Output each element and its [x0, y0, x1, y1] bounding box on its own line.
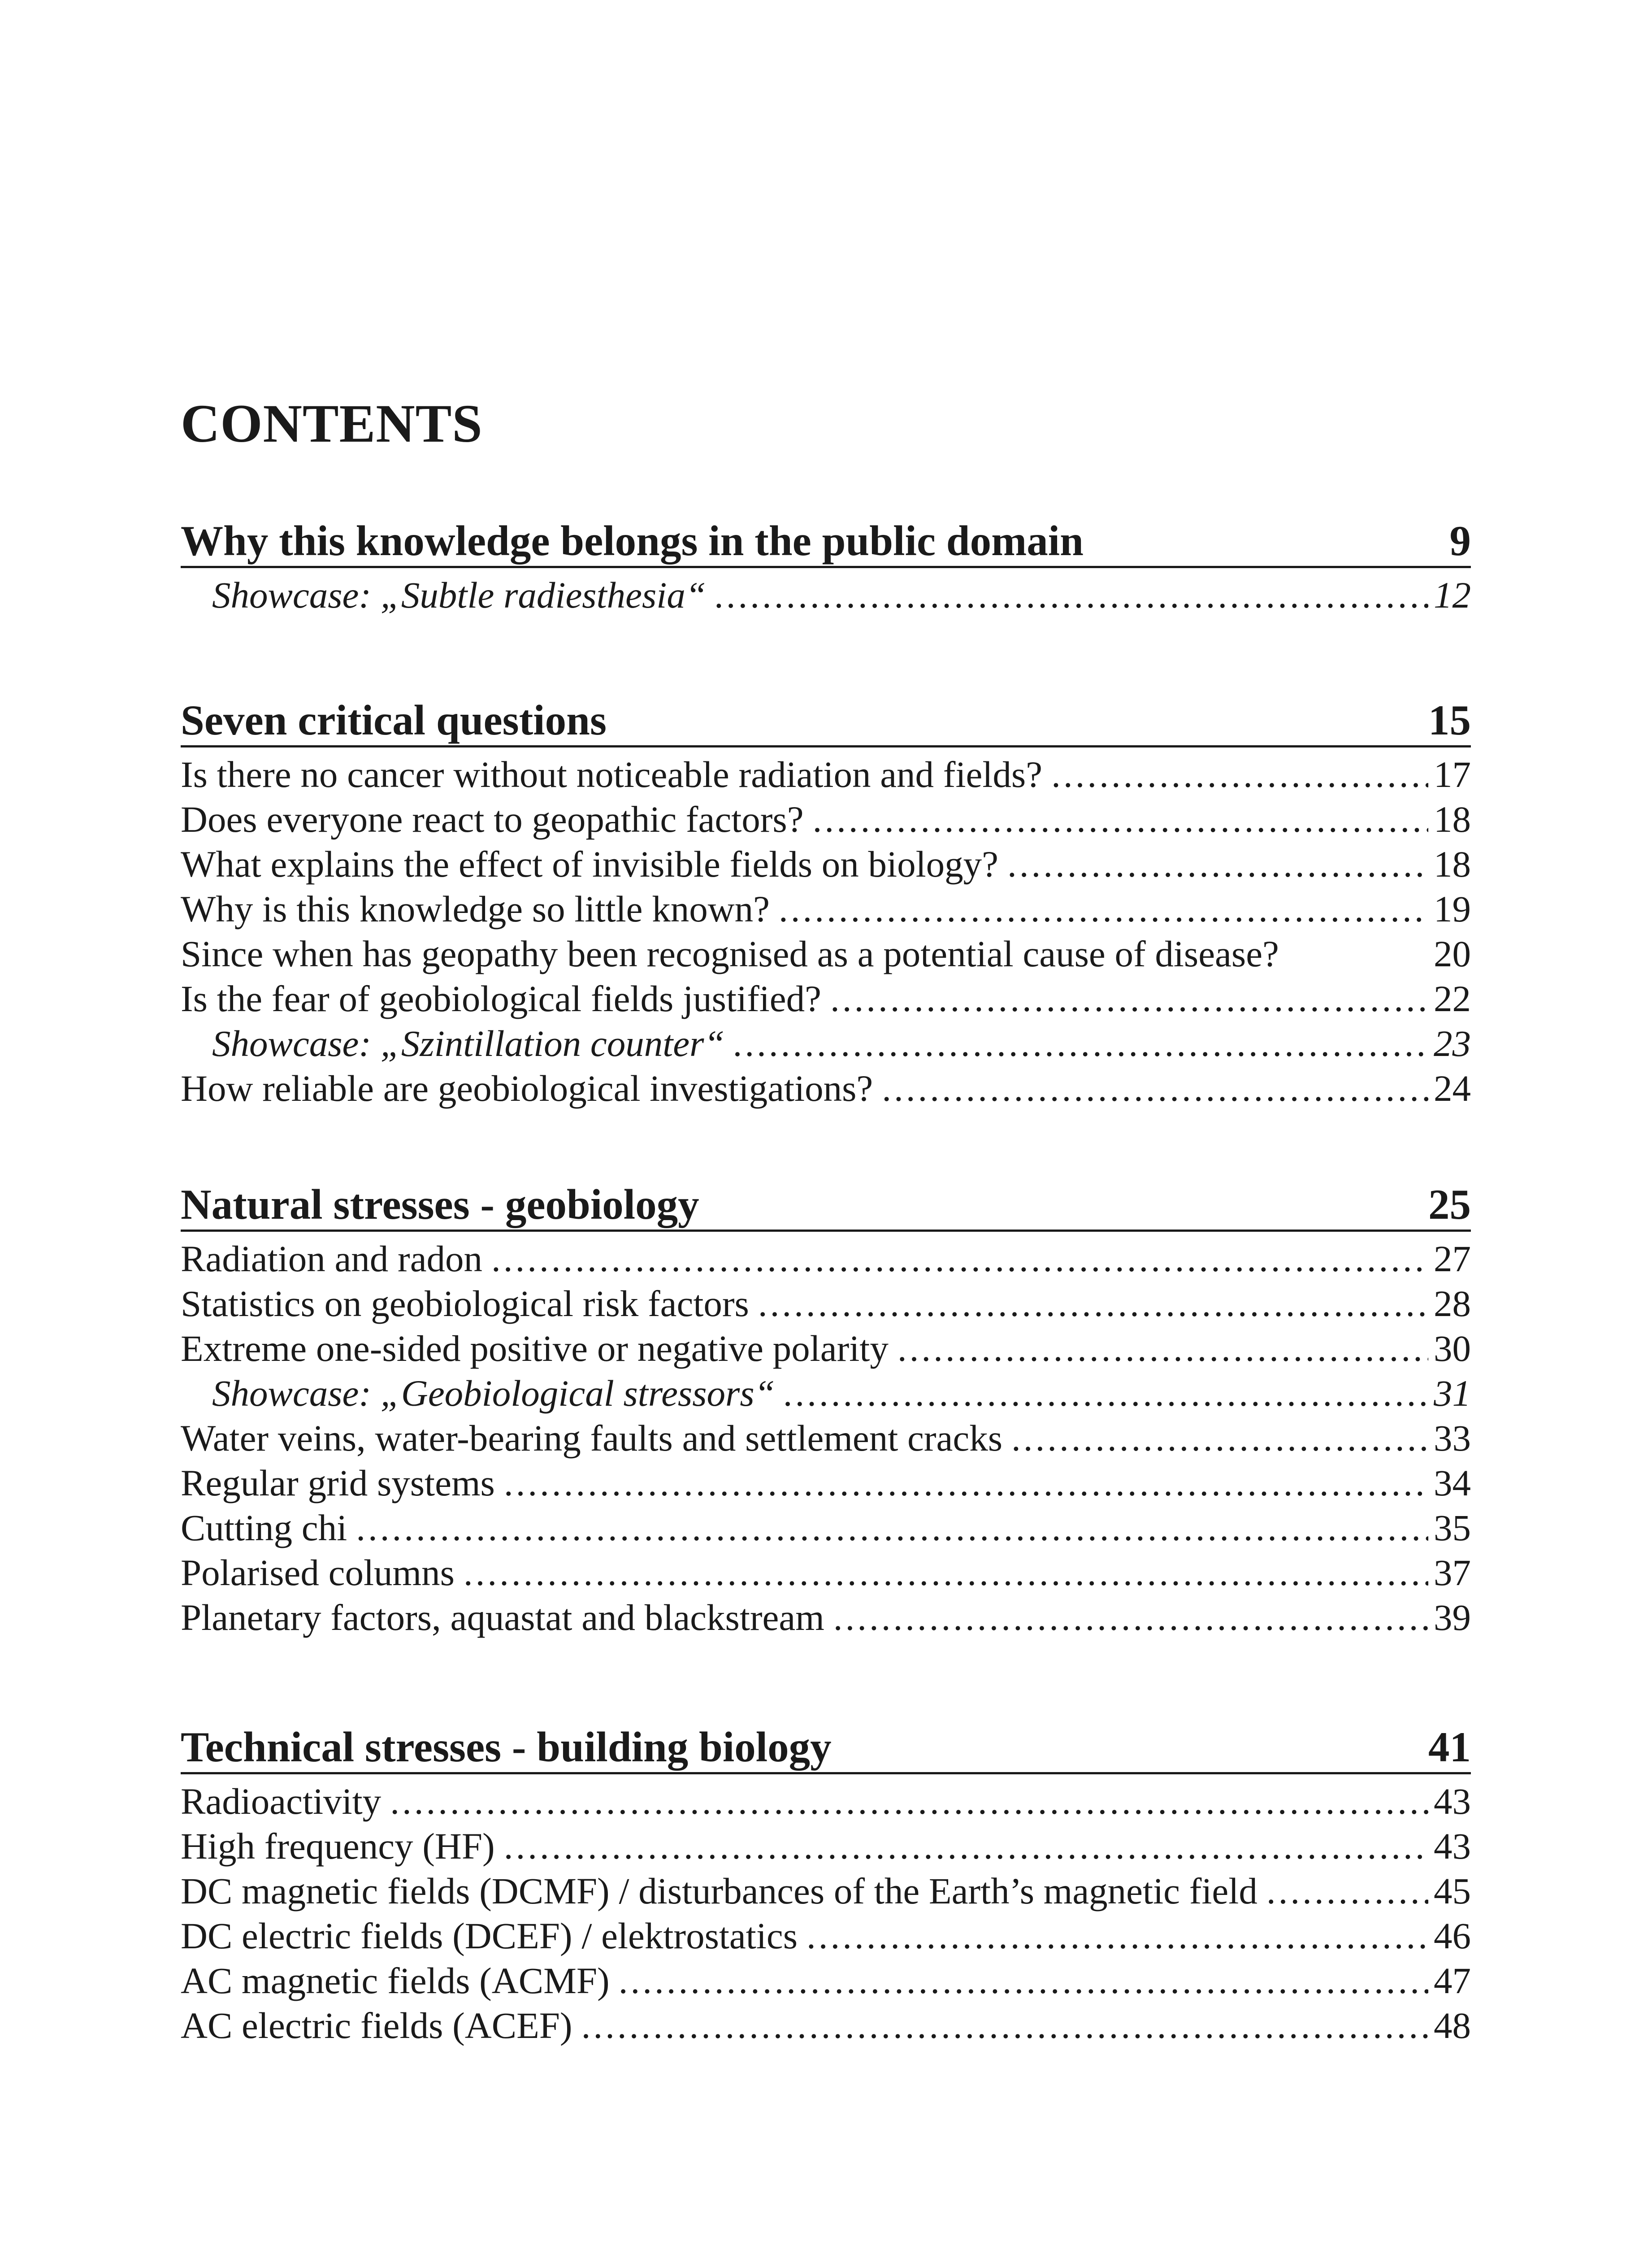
entry-title: Showcase: „Geobiological stressors“: [212, 1373, 775, 1414]
leader-dots: [1051, 752, 1428, 797]
entry-list: [181, 752, 1471, 1111]
entry-title: Cutting chi: [181, 1507, 347, 1548]
entry-title: AC magnetic fields (ACMF): [181, 1960, 610, 2001]
entry-title: AC electric fields (ACEF): [181, 2005, 572, 2046]
showcase-entry[interactable]: [181, 573, 1471, 617]
leader-dots: [882, 1066, 1428, 1111]
showcase-entry[interactable]: [181, 1371, 1471, 1416]
section-heading-page: 15: [1428, 696, 1471, 744]
toc-entry[interactable]: [181, 1416, 1471, 1460]
section-heading-title: Seven critical questions: [181, 696, 607, 744]
entry-page-number: 27: [1434, 1238, 1471, 1279]
entry-title: Planetary factors, aquastat and blackstream: [181, 1597, 824, 1638]
toc-entry[interactable]: [181, 976, 1471, 1021]
entry-list: [181, 1236, 1471, 1640]
leader-dots: [758, 1281, 1428, 1326]
entry-title: How reliable are geobiological investigations?: [181, 1068, 873, 1109]
entry-page-number: 23: [1434, 1023, 1471, 1064]
entry-title: Extreme one-sided positive or negative polarity: [181, 1328, 889, 1369]
section-heading[interactable]: [181, 1724, 1471, 1774]
showcase-entry[interactable]: [181, 1021, 1471, 1066]
page-title: CONTENTS: [181, 394, 483, 454]
toc-entry[interactable]: [181, 1236, 1471, 1281]
entry-page-number: 34: [1434, 1462, 1471, 1503]
leader-dots: [1266, 1868, 1428, 1913]
leader-dots: [619, 1958, 1428, 2003]
toc-entry[interactable]: [181, 886, 1471, 931]
entry-title: Polarised columns: [181, 1552, 455, 1593]
entry-page-number: 37: [1434, 1552, 1471, 1593]
entry-title: Does everyone react to geopathic factors?: [181, 799, 804, 840]
entry-title: High frequency (HF): [181, 1825, 495, 1867]
section-heading[interactable]: [181, 518, 1471, 568]
entry-title: Regular grid systems: [181, 1462, 495, 1503]
toc-entry[interactable]: [181, 1824, 1471, 1868]
entry-title: Showcase: „Subtle radiesthesia“: [212, 574, 707, 616]
leader-dots: [784, 1371, 1428, 1416]
entry-page-number: 22: [1434, 978, 1471, 1019]
entry-title: DC magnetic fields (DCMF) / disturbances of the Earth’s magnetic field: [181, 1870, 1257, 1912]
toc-section: [181, 1182, 1471, 1640]
leader-dots: [734, 1021, 1428, 1066]
entry-title: Is the fear of geobiological fields justified?: [181, 978, 821, 1019]
toc-entry[interactable]: [181, 1066, 1471, 1111]
leader-dots: [1011, 1416, 1428, 1460]
entry-title: Radioactivity: [181, 1781, 382, 1822]
entry-page-number: 43: [1434, 1781, 1471, 1822]
entry-page-number: 12: [1434, 574, 1471, 616]
entry-title: Radiation and radon: [181, 1238, 483, 1279]
entry-page-number: 18: [1434, 799, 1471, 840]
toc-entry[interactable]: [181, 1779, 1471, 1824]
entry-title: Showcase: „Szintillation counter“: [212, 1023, 725, 1064]
entry-page-number: 48: [1434, 2005, 1471, 2046]
entry-page-number: 39: [1434, 1597, 1471, 1638]
entry-page-number: 28: [1434, 1283, 1471, 1324]
toc-entry[interactable]: [181, 1281, 1471, 1326]
leader-dots: [390, 1779, 1428, 1824]
leader-dots: [581, 2003, 1428, 2048]
toc-entry[interactable]: [181, 1913, 1471, 1958]
toc-entry[interactable]: [181, 1550, 1471, 1595]
entry-title: DC electric fields (DCEF) / elektrostatics: [181, 1915, 798, 1956]
leader-dots: [813, 797, 1428, 842]
entry-page-number: 31: [1434, 1373, 1471, 1414]
entry-page-number: 19: [1434, 888, 1471, 930]
entry-page-number: 46: [1434, 1915, 1471, 1956]
entry-page-number: 45: [1434, 1870, 1471, 1912]
leader-dots: [898, 1326, 1428, 1371]
entry-page-number: 18: [1434, 843, 1471, 885]
entry-page-number: 17: [1434, 754, 1471, 795]
leader-dots: [830, 976, 1428, 1021]
section-heading-page: 41: [1428, 1723, 1471, 1771]
section-heading[interactable]: [181, 697, 1471, 747]
entry-page-number: 30: [1434, 1328, 1471, 1369]
leader-dots: [504, 1824, 1428, 1868]
toc-entry[interactable]: [181, 931, 1471, 976]
toc-entry[interactable]: [181, 1505, 1471, 1550]
entry-list: [181, 573, 1471, 617]
entry-page-number: 35: [1434, 1507, 1471, 1548]
entry-list: [181, 1779, 1471, 2048]
entry-page-number: 20: [1434, 933, 1471, 974]
section-heading-title: Technical stresses - building biology: [181, 1723, 832, 1771]
section-heading-page: 9: [1449, 517, 1471, 565]
toc-entry[interactable]: [181, 1868, 1471, 1913]
leader-dots: [491, 1236, 1428, 1281]
section-heading[interactable]: [181, 1182, 1471, 1232]
entry-title: Why is this knowledge so little known?: [181, 888, 770, 930]
entry-page-number: 24: [1434, 1068, 1471, 1109]
entry-page-number: 43: [1434, 1825, 1471, 1867]
toc-entry[interactable]: [181, 1595, 1471, 1640]
entry-title: Water veins, water-bearing faults and settlement cracks: [181, 1417, 1003, 1459]
entry-title: Since when has geopathy been recognised as a potential cause of disease?: [181, 933, 1279, 974]
toc-entry[interactable]: [181, 752, 1471, 797]
leader-dots: [715, 573, 1428, 617]
entry-title: Is there no cancer without noticeable radiation and fields?: [181, 754, 1043, 795]
toc-entry[interactable]: [181, 1958, 1471, 2003]
toc-entry[interactable]: [181, 1326, 1471, 1371]
leader-dots: [356, 1505, 1428, 1550]
leader-dots: [833, 1595, 1428, 1640]
toc-section: [181, 697, 1471, 1111]
entry-page-number: 47: [1434, 1960, 1471, 2001]
toc-entry[interactable]: [181, 1460, 1471, 1505]
toc-section: [181, 1724, 1471, 2048]
toc-entry[interactable]: [181, 2003, 1471, 2048]
toc-entry[interactable]: [181, 842, 1471, 886]
entry-title: Statistics on geobiological risk factors: [181, 1283, 749, 1324]
leader-dots: [1007, 842, 1428, 886]
entry-page-number: 33: [1434, 1417, 1471, 1459]
section-heading-page: 25: [1428, 1181, 1471, 1228]
section-heading-title: Natural stresses - geobiology: [181, 1181, 699, 1228]
toc-section: [181, 518, 1471, 617]
leader-dots: [779, 886, 1428, 931]
toc-entry[interactable]: [181, 797, 1471, 842]
entry-title: What explains the effect of invisible fields on biology?: [181, 843, 998, 885]
leader-dots: [504, 1460, 1428, 1505]
leader-dots: [464, 1550, 1428, 1595]
section-heading-title: Why this knowledge belongs in the public domain: [181, 517, 1084, 565]
leader-dots: [806, 1913, 1428, 1958]
